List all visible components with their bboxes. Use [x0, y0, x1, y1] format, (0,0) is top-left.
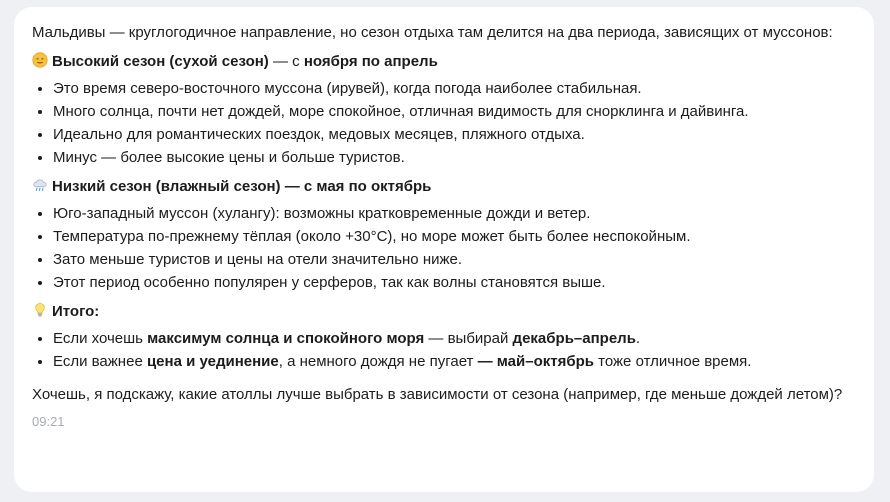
- message-closing: Хочешь, я подскажу, какие атоллы лучше выбрать в зависимости от сезона (например, где меньше дождей летом)?: [32, 386, 843, 403]
- list-item: • Температура по-прежнему тёплая (около +30°C), но море может быть более неспокойным.: [53, 225, 856, 248]
- list-item: • Много солнца, почти нет дождей, море спокойное, отличная видимость для снорклинга и дайвинга.: [53, 100, 856, 123]
- summary-title: Итого:: [52, 303, 100, 320]
- list-item: • Этот период особенно популярен у серферов, так как волны становятся выше.: [53, 271, 856, 294]
- high-season-heading: [32, 50, 856, 73]
- list-item: • Минус — более высокие цены и больше туристов.: [53, 146, 856, 169]
- bold-span: цена и уединение: [146, 353, 279, 370]
- low-season-list: [32, 202, 856, 294]
- list-item: [53, 327, 856, 350]
- low-season-heading: [32, 175, 856, 198]
- list-item: • Зато меньше туристов и цены на отели значительно ниже.: [53, 248, 856, 271]
- summary-heading: [32, 300, 856, 323]
- text-span: тоже отличное время.: [593, 353, 752, 370]
- summary-list: [32, 327, 856, 373]
- low-season-title: Низкий сезон (влажный сезон): [52, 178, 281, 195]
- high-season-title: Высокий сезон (сухой сезон): [52, 53, 269, 70]
- low-season-dash: — с: [280, 178, 317, 195]
- message-intro: Мальдивы — круглогодичное направление, но сезон отдыха там делится на два периода, зависящих от муссонов:: [32, 24, 833, 41]
- bold-span: декабрь–апрель: [512, 330, 636, 347]
- list-item: • Юго-западный муссон (хулангу): возможны кратковременные дожди и ветер.: [53, 202, 856, 225]
- text-span: — выбирай: [424, 330, 513, 347]
- list-item: [53, 350, 856, 373]
- rain-cloud-icon: [32, 177, 48, 193]
- assistant-message-bubble: [14, 7, 874, 492]
- high-season-dash: — с: [268, 53, 304, 70]
- bold-span: — май–октябрь: [477, 353, 594, 370]
- sun-face-icon: [32, 52, 48, 68]
- lightbulb-icon: [32, 302, 48, 318]
- text-span: .: [635, 330, 641, 347]
- text-span: Если важнее: [53, 353, 147, 370]
- high-season-period: ноября по апрель: [303, 53, 438, 70]
- low-season-period: мая по октябрь: [316, 178, 432, 195]
- list-item: • Это время северо-восточного муссона (ирувей), когда погода наиболее стабильная.: [53, 77, 856, 100]
- message-timestamp: 09:21: [32, 414, 65, 429]
- high-season-list: [32, 77, 856, 169]
- bold-span: максимум солнца и спокойного моря: [147, 330, 425, 347]
- text-span: , а немного дождя не пугает: [278, 353, 478, 370]
- list-item: • Идеально для романтических поездок, медовых месяцев, пляжного отдыха.: [53, 123, 856, 146]
- text-span: Если хочешь: [53, 330, 148, 347]
